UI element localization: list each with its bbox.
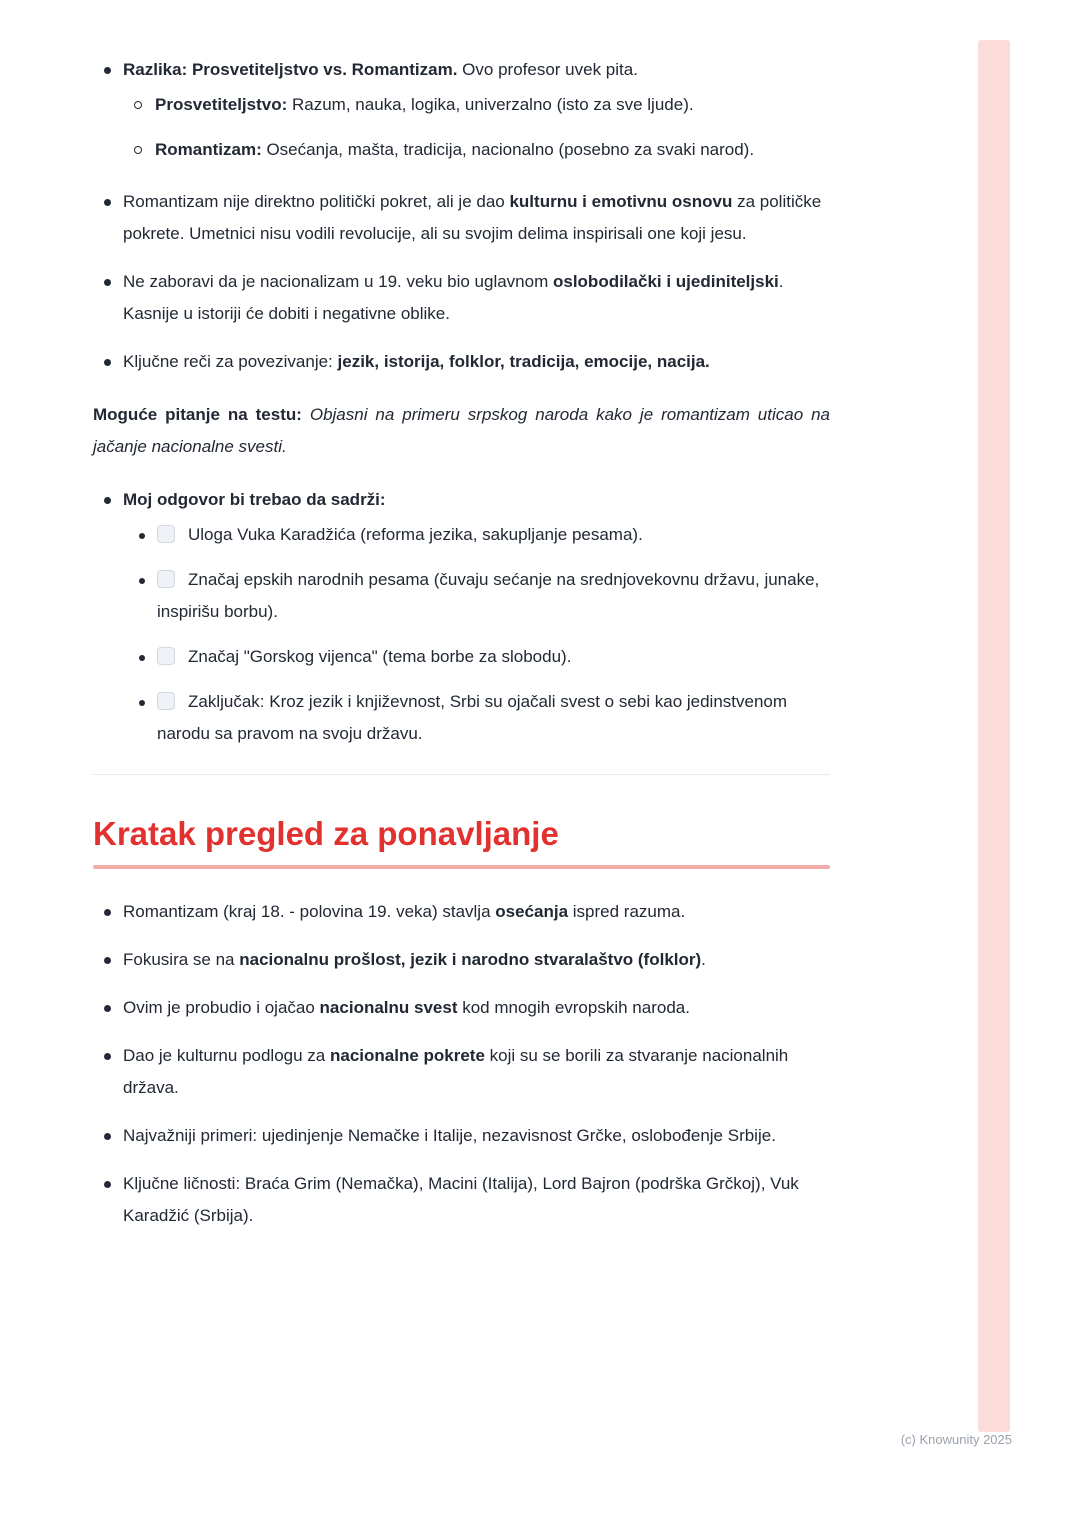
checklist-item [135, 564, 830, 628]
bullet-dot-icon [93, 266, 123, 330]
question-text: Objasni na primeru srpskog naroda kako je romantizam uticao na jačanje nacionalne svesti. [93, 405, 831, 456]
bullet-dot-icon [135, 686, 157, 750]
answer-checklist [135, 519, 830, 750]
review-heading: Kratak pregled za ponavljanje [93, 815, 559, 852]
list-item [125, 89, 830, 121]
bullet-dot-icon [93, 346, 123, 378]
list-item-text: Značaj "Gorskog vijenca" (tema borbe za slobodu). [157, 641, 830, 673]
bullet-dot-icon [135, 641, 157, 673]
bullet-circle-icon [125, 89, 155, 121]
sub-list [125, 89, 830, 166]
page-content [93, 54, 830, 1248]
list-item [93, 1168, 830, 1232]
list-item-text: Moj odgovor bi trebao da sadrži: [123, 490, 386, 509]
list-item [93, 944, 830, 976]
list-item-text: Romantizam nije direktno politički pokret, ali je dao kulturnu i emotivnu osnovu za političke pokrete. Umetnici nisu vodili revolucije, ali su svojim delima inspirisali one koji jesu. [123, 192, 822, 243]
notes-list [93, 54, 830, 378]
list-item [93, 186, 830, 250]
list-item-text: Zaključak: Kroz jezik i književnost, Srbi su ojačali svest o sebi kao jedinstvenom narodu sa pravom na svoju državu. [157, 692, 788, 743]
list-item-text: Uloga Vuka Karadžića (reforma jezika, sakupljanje pesama). [157, 519, 830, 551]
copyright-text: (c) Knowunity 2025 [900, 1432, 1012, 1447]
bullet-dot-icon [93, 54, 123, 86]
test-question-paragraph [93, 399, 830, 463]
checklist-item [135, 519, 830, 551]
list-item [93, 1040, 830, 1104]
page-edge-strip [978, 40, 1010, 1432]
list-item [93, 266, 830, 330]
list-item-text: Ne zaboravi da je nacionalizam u 19. veku bio uglavnom oslobodilački i ujediniteljski. Kasnije u istoriji će dobiti i negativne oblike. [123, 272, 784, 323]
bullet-dot-icon [93, 896, 123, 928]
list-item-text: Romantizam (kraj 18. - polovina 19. veka) stavlja osećanja ispred razuma. [123, 902, 686, 921]
list-item-text: Ovim je probudio i ojačao nacionalnu svest kod mnogih evropskih naroda. [123, 998, 690, 1017]
bullet-dot-icon [93, 186, 123, 250]
checklist-item [135, 641, 830, 673]
list-item-text: Ključne ličnosti: Braća Grim (Nemačka), Macini (Italija), Lord Bajron (podrška Grčkoj), Vuk Karadžić (Srbija). [123, 1174, 799, 1225]
list-item-text: Prosvetiteljstvo: Razum, nauka, logika, univerzalno (isto za sve ljude). [155, 95, 694, 114]
section-divider [93, 774, 830, 775]
bullet-dot-icon [93, 1168, 123, 1232]
bullet-dot-icon [93, 944, 123, 976]
list-item-text: Ključne reči za povezivanje: jezik, istorija, folklor, tradicija, emocije, nacija. [123, 352, 710, 371]
list-item-text: Dao je kulturnu podlogu za nacionalne pokrete koji su se borili za stvaranje nacionalnih država. [123, 1046, 789, 1097]
heading-underline [93, 865, 830, 869]
bullet-dot-icon [93, 1120, 123, 1152]
checkbox[interactable] [157, 570, 175, 588]
question-label: Moguće pitanje na testu: [93, 405, 302, 424]
checkbox[interactable] [157, 692, 175, 710]
list-item [93, 896, 830, 928]
bullet-dot-icon [135, 519, 157, 551]
list-item [125, 134, 830, 166]
bullet-circle-icon [125, 134, 155, 166]
list-item [93, 992, 830, 1024]
checkbox[interactable] [157, 525, 175, 543]
list-item [93, 54, 830, 86]
list-item [93, 484, 830, 516]
bullet-dot-icon [135, 564, 157, 628]
bullet-dot-icon [93, 1040, 123, 1104]
list-item-text: Razlika: Prosvetiteljstvo vs. Romantizam. Ovo profesor uvek pita. [123, 60, 638, 79]
list-item [93, 346, 830, 378]
bullet-dot-icon [93, 992, 123, 1024]
list-item-text: Romantizam: Osećanja, mašta, tradicija, nacionalno (posebno za svaki narod). [155, 140, 755, 159]
checkbox[interactable] [157, 647, 175, 665]
checklist-item [135, 686, 830, 750]
review-list [93, 896, 830, 1232]
list-item [93, 1120, 830, 1152]
list-item-text: Fokusira se na nacionalnu prošlost, jezik i narodno stvaralaštvo (folklor). [123, 950, 706, 969]
list-item-text: Značaj epskih narodnih pesama (čuvaju sećanje na srednjovekovnu državu, junake, inspirišu borbu). [157, 570, 820, 621]
answer-list [93, 484, 830, 750]
list-item-text: Najvažniji primeri: ujedinjenje Nemačke i Italije, nezavisnost Grčke, oslobođenje Srbije. [123, 1126, 776, 1145]
bullet-dot-icon [93, 484, 123, 516]
